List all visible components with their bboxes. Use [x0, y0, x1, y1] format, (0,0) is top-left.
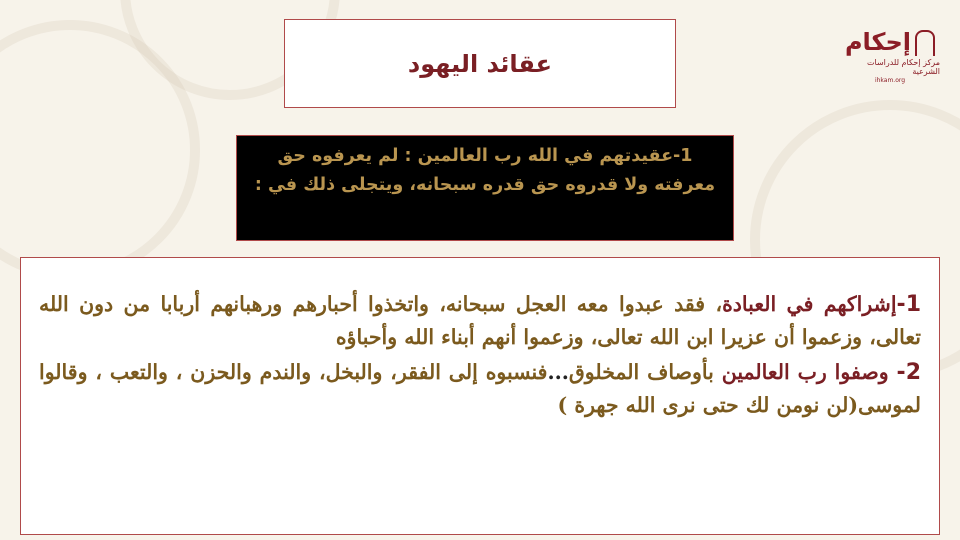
intro-paragraph	[251, 142, 719, 200]
point-2-number: 2-	[896, 360, 921, 385]
intro-box	[236, 135, 734, 241]
dome-icon	[915, 30, 935, 56]
point-2-highlight: وصفوا رب العالمين	[721, 360, 889, 384]
main-content-box	[20, 257, 940, 535]
point-1-text: ، فقد عبدوا معه العجل سبحانه، واتخذوا أحبارهم ورهبانهم أربابا من دون الله تعالى، وزعموا أن عزيرا ابن الله تعالى، وزعموا أنهم أبناء الله وأحباؤه	[39, 292, 921, 349]
logo-subtitle: مركز إحكام للدراسات الشرعية	[866, 58, 940, 76]
slide-title: عقائد اليهود	[407, 49, 553, 78]
point-1-highlight: إشراكهم في العبادة	[722, 292, 897, 316]
logo-wordmark: إحكام	[844, 28, 912, 56]
logo-mark-row	[845, 28, 935, 56]
title-box	[284, 19, 676, 108]
point-1-number: 1-	[896, 292, 921, 317]
point-2-text-a: بأوصاف المخلوق	[568, 360, 714, 384]
intro-number: 1-	[673, 146, 693, 166]
logo	[840, 28, 940, 98]
point-2-quote: (لن نومن لك حتى نرى الله جهرة )	[557, 393, 859, 417]
logo-url: ihkam.org	[874, 77, 906, 84]
point-2-ellipsis: ...	[547, 360, 569, 384]
point-2	[39, 356, 921, 422]
point-2-text-b: فنسبوه إلى الفقر، والبخل، والندم والحزن ، والتعب ، وقالوا لموسى	[39, 360, 921, 417]
intro-text: عقيدتهم في الله رب العالمين : لم يعرفوه حق معرفته ولا قدروه حق قدره سبحانه، ويتجلى ذلك في :	[254, 146, 716, 195]
point-1	[39, 288, 921, 354]
